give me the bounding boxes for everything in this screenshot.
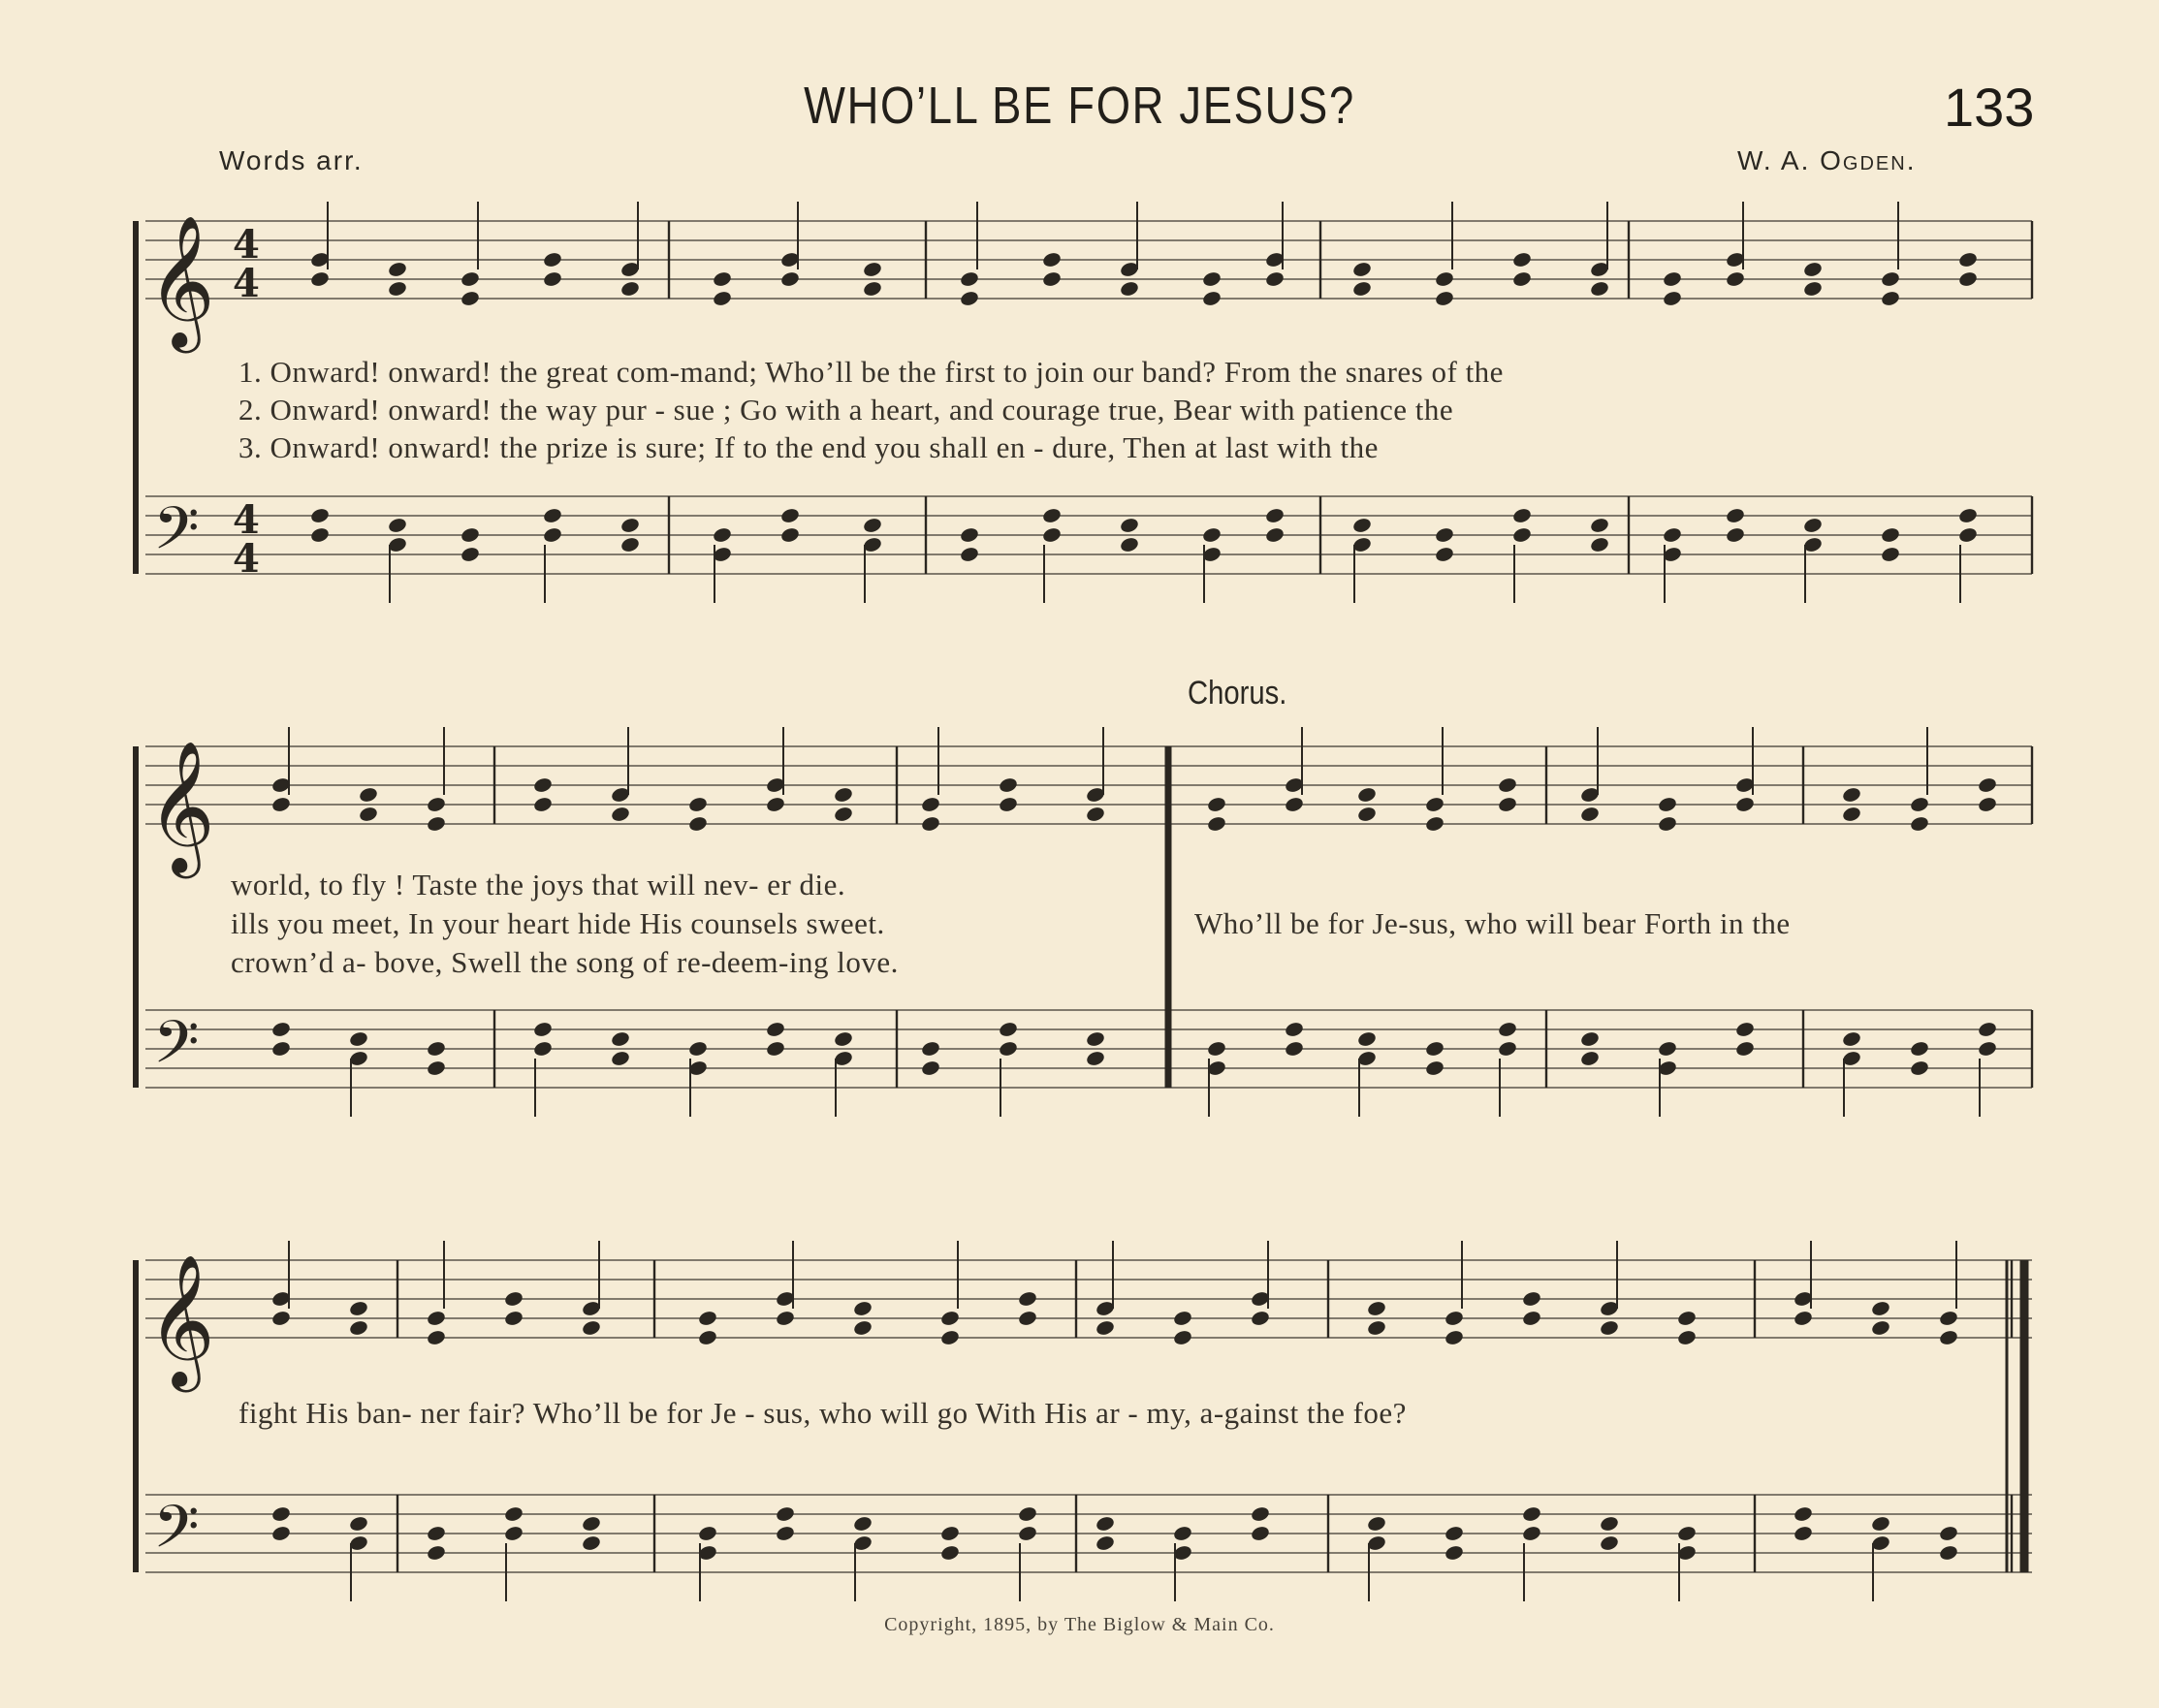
system1-treble-notehead (1957, 251, 1978, 269)
system3-treble-notehead (426, 1329, 446, 1346)
system3-treble-notehead (852, 1300, 873, 1317)
system3-treble-notehead (1870, 1319, 1890, 1337)
system2-treble-notehead (1657, 815, 1677, 833)
system2-treble-notehead (920, 796, 940, 813)
system2-bass-notehead (998, 1040, 1018, 1058)
system2-bass-notehead (426, 1060, 446, 1077)
system2-treble-notehead (532, 796, 553, 813)
system2-bass-notehead (833, 1030, 853, 1048)
system1-treble-notehead (460, 270, 480, 288)
system3-treble-notehead (1017, 1310, 1037, 1327)
system1-bass-notehead (1589, 517, 1609, 534)
system3-bass-notehead (1521, 1525, 1541, 1542)
verse-2-line-1: 2. Onward! onward! the way pur - sue ; Go with a heart, and courage true, Bear with patience the (238, 393, 1454, 427)
system1-bass-notehead (1041, 507, 1062, 524)
chorus-line-2: fight His ban- ner fair? Who’ll be for Je - sus, who will go With His ar - my, a-gainst the foe? (238, 1396, 1407, 1430)
system1-bass-notehead (1351, 517, 1372, 534)
system1-bass-notehead (1725, 526, 1745, 544)
system3-bass-notehead (1938, 1544, 1958, 1562)
system1-treble-notehead (1201, 270, 1222, 288)
system1-treble-notehead (712, 290, 732, 307)
system1-bass-notehead (1957, 526, 1978, 544)
system2-bass-notehead (1579, 1030, 1600, 1048)
system1-bass-notehead (712, 526, 732, 544)
verse-3-line-1: 3. Onward! onward! the prize is sure; If to the end you shall en - dure, Then at last with the (238, 430, 1379, 464)
system3-treble-notehead (503, 1290, 524, 1308)
system2-bass-notehead (1497, 1040, 1517, 1058)
system3-treble-notehead (1095, 1319, 1115, 1337)
system2-treble-notehead (1579, 806, 1600, 823)
system2-bass-notehead (1424, 1040, 1445, 1058)
hymn-title: WHO’LL BE FOR JESUS? (804, 77, 1355, 135)
system1-treble-notehead (460, 290, 480, 307)
system2-treble-notehead (1085, 806, 1105, 823)
system2-bass-notehead (610, 1050, 630, 1067)
system3-treble-notehead (1938, 1310, 1958, 1327)
system3-bass-notehead (1521, 1505, 1541, 1523)
system3-bass-notehead (503, 1505, 524, 1523)
system1-bass-notehead (1119, 536, 1139, 554)
system3-bass-notehead (775, 1525, 795, 1542)
system2-bass-notehead (1284, 1040, 1304, 1058)
system2-treble-notehead (687, 815, 708, 833)
system2-treble-notehead (426, 815, 446, 833)
system1-treble-notehead (1662, 270, 1682, 288)
system3-bass-notehead (1870, 1515, 1890, 1533)
system3-treble-notehead (503, 1310, 524, 1327)
system1-treble-notehead (1802, 280, 1823, 298)
system2-bass-notehead (765, 1021, 785, 1038)
system2-bass-notehead (532, 1021, 553, 1038)
system1-treble-notehead (1802, 261, 1823, 278)
system2-bass-notehead (1085, 1030, 1105, 1048)
system1-treble-notehead (1589, 280, 1609, 298)
system3-treble-notehead (939, 1329, 960, 1346)
system2-bass-notehead (1579, 1050, 1600, 1067)
system1-treble-notehead (542, 270, 562, 288)
system1-bass-notehead (779, 526, 800, 544)
system2-treble-notehead (1424, 815, 1445, 833)
system1-treble-notehead (1880, 290, 1900, 307)
system1-treble-notehead (1434, 290, 1454, 307)
system2-bass-notehead (1356, 1030, 1377, 1048)
system3-bass-notehead (1017, 1505, 1037, 1523)
system2-bass-notehead (1977, 1040, 1997, 1058)
system3-treble-notehead (697, 1329, 717, 1346)
system3-treble-notehead (1676, 1310, 1697, 1327)
system2-treble-notehead (833, 786, 853, 804)
system1-bass-notehead (1434, 546, 1454, 563)
system1-treble-notehead (1041, 251, 1062, 269)
system2-treble-notehead (610, 806, 630, 823)
system2-bass-notehead (920, 1040, 940, 1058)
system2-treble-notehead (920, 815, 940, 833)
system1-bass-notehead (1434, 526, 1454, 544)
system3-bass-notehead (581, 1534, 601, 1552)
system1-treble-notehead (1511, 251, 1532, 269)
system2-treble-notehead (1424, 796, 1445, 813)
system1-treble-time-signature-denominator: 4 (233, 261, 260, 306)
system1-bass-notehead (1264, 507, 1285, 524)
system3-bass-notehead (1250, 1525, 1270, 1542)
system1-bass-notehead (779, 507, 800, 524)
system2-bass-notehead (1909, 1060, 1929, 1077)
verse-1-line-2: world, to fly ! Taste the joys that will nev- er die. (231, 868, 846, 901)
system1-bass-notehead (1880, 526, 1900, 544)
system2-treble-notehead (1734, 796, 1755, 813)
system2-bass-notehead (998, 1021, 1018, 1038)
system3-treble-notehead (1444, 1329, 1464, 1346)
system2-bass-notehead (270, 1021, 291, 1038)
system1-bass-notehead (1880, 546, 1900, 563)
system2-treble-notehead (1657, 796, 1677, 813)
system1-bass-notehead (1589, 536, 1609, 554)
system3-treble-notehead (1172, 1310, 1192, 1327)
system2-bass-notehead (1734, 1040, 1755, 1058)
system2-treble-notehead (998, 796, 1018, 813)
system1-treble-notehead (1119, 280, 1139, 298)
system3-treble-notehead (939, 1310, 960, 1327)
system3-bass-notehead (1366, 1515, 1386, 1533)
system3-bass-notehead (1676, 1525, 1697, 1542)
system3-treble-notehead (1017, 1290, 1037, 1308)
system2-treble-notehead (1841, 786, 1861, 804)
system2-treble-clef: 𝄞 (147, 739, 215, 872)
words-credit: Words arr. (219, 145, 364, 175)
system1-bass-notehead (309, 526, 330, 544)
system2-treble-notehead (426, 796, 446, 813)
system1-treble-notehead (862, 280, 882, 298)
verse-3-line-2: crown’d a- bove, Swell the song of re-deem-ing love. (231, 945, 899, 979)
system3-treble-notehead (1521, 1290, 1541, 1308)
system1-bass-notehead (460, 526, 480, 544)
system3-bass-notehead (1444, 1525, 1464, 1542)
system1-bass-notehead (1041, 526, 1062, 544)
system3-treble-notehead (697, 1310, 717, 1327)
system1-bass-notehead (1264, 526, 1285, 544)
system1-treble-notehead (1880, 270, 1900, 288)
system1-bass-notehead (309, 507, 330, 524)
system3-bass-notehead (1599, 1515, 1619, 1533)
system2-treble-notehead (358, 786, 378, 804)
system1-bass-notehead (959, 546, 979, 563)
system3-treble-notehead (581, 1319, 601, 1337)
system2-bass-notehead (426, 1040, 446, 1058)
system2-bass-notehead (1497, 1021, 1517, 1038)
system1-bass-notehead (1511, 507, 1532, 524)
system3-treble-notehead (1444, 1310, 1464, 1327)
system3-bass-notehead (1250, 1505, 1270, 1523)
system1-treble-notehead (1264, 270, 1285, 288)
system1-treble-notehead (1434, 270, 1454, 288)
system1-bass-notehead (460, 546, 480, 563)
system2-treble-notehead (1977, 776, 1997, 794)
system3-treble-notehead (348, 1319, 368, 1337)
system1-bass-notehead (1119, 517, 1139, 534)
system1-bass-clef: 𝄢 (153, 494, 200, 578)
system3-treble-notehead (852, 1319, 873, 1337)
system1-bass-notehead (1511, 526, 1532, 544)
system1-bass-time-signature-denominator: 4 (233, 536, 260, 582)
system2-bass-clef: 𝄢 (153, 1008, 200, 1091)
system2-bass-notehead (765, 1040, 785, 1058)
system3-bass-notehead (775, 1505, 795, 1523)
page-number: 133 (1944, 77, 2035, 138)
chorus-line-1: Who’ll be for Je-sus, who will bear Forth in the (1194, 906, 1791, 940)
system2-treble-notehead (1909, 815, 1929, 833)
system2-treble-notehead (1206, 815, 1226, 833)
system2-bass-notehead (1734, 1021, 1755, 1038)
system3-treble-notehead (1366, 1300, 1386, 1317)
system3-treble-notehead (1938, 1329, 1958, 1346)
system3-bass-notehead (1444, 1544, 1464, 1562)
system2-treble-notehead (1356, 806, 1377, 823)
system3-bass-notehead (581, 1515, 601, 1533)
system2-bass-notehead (270, 1040, 291, 1058)
system1-treble-notehead (387, 280, 407, 298)
system2-treble-notehead (270, 796, 291, 813)
system3-treble-notehead (426, 1310, 446, 1327)
system3-treble-notehead (1870, 1300, 1890, 1317)
system3-bass-notehead (1793, 1505, 1813, 1523)
system3-treble-notehead (348, 1300, 368, 1317)
system2-bass-notehead (610, 1030, 630, 1048)
system1-treble-notehead (1041, 270, 1062, 288)
system2-bass-notehead (1657, 1040, 1677, 1058)
system1-bass-notehead (1957, 507, 1978, 524)
system1-bass-notehead (387, 517, 407, 534)
system2-treble-notehead (358, 806, 378, 823)
system3-bass-notehead (1938, 1525, 1958, 1542)
system1-treble-notehead (1201, 290, 1222, 307)
system2-bass-notehead (687, 1040, 708, 1058)
system2-treble-notehead (1977, 796, 1997, 813)
system3-treble-notehead (270, 1310, 291, 1327)
system1-bass-notehead (1725, 507, 1745, 524)
system3-bass-notehead (426, 1525, 446, 1542)
system3-bass-notehead (1793, 1525, 1813, 1542)
system1-treble-time-signature-numerator: 4 (233, 222, 260, 268)
system3-bass-notehead (270, 1505, 291, 1523)
system3-bass-notehead (1017, 1525, 1037, 1542)
system3-treble-notehead (1599, 1319, 1619, 1337)
system1-bass-notehead (619, 517, 640, 534)
system3-treble-notehead (1676, 1329, 1697, 1346)
system2-bass-notehead (1424, 1060, 1445, 1077)
system1-treble-notehead (959, 290, 979, 307)
chorus-label: Chorus. (1188, 675, 1287, 712)
system1-treble-notehead (712, 270, 732, 288)
system1-treble-notehead (1511, 270, 1532, 288)
system3-bass-notehead (939, 1544, 960, 1562)
system3-treble-clef: 𝄞 (147, 1252, 215, 1386)
system1-treble-notehead (1351, 261, 1372, 278)
system1-treble-notehead (619, 280, 640, 298)
system2-bass-notehead (1841, 1030, 1861, 1048)
system1-treble-notehead (1725, 270, 1745, 288)
system1-bass-notehead (619, 536, 640, 554)
system2-treble-notehead (1284, 796, 1304, 813)
system3-treble-notehead (1521, 1310, 1541, 1327)
system1-treble-notehead (1662, 290, 1682, 307)
system1-bass-notehead (542, 507, 562, 524)
system2-bass-notehead (1284, 1021, 1304, 1038)
system2-bass-notehead (920, 1060, 940, 1077)
system2-treble-notehead (1356, 786, 1377, 804)
system2-bass-notehead (1977, 1021, 1997, 1038)
system3-bass-notehead (1599, 1534, 1619, 1552)
system2-bass-notehead (1206, 1040, 1226, 1058)
system3-bass-notehead (939, 1525, 960, 1542)
system3-bass-notehead (852, 1515, 873, 1533)
system1-treble-notehead (309, 270, 330, 288)
system1-bass-notehead (959, 526, 979, 544)
system1-bass-notehead (1201, 526, 1222, 544)
system1-treble-notehead (862, 261, 882, 278)
system1-treble-notehead (542, 251, 562, 269)
system2-bass-notehead (1909, 1040, 1929, 1058)
system2-treble-notehead (998, 776, 1018, 794)
system3-bass-notehead (1095, 1515, 1115, 1533)
system1-treble-notehead (959, 270, 979, 288)
system2-treble-notehead (1909, 796, 1929, 813)
system1-treble-notehead (1351, 280, 1372, 298)
system1-treble-notehead (1957, 270, 1978, 288)
system2-treble-notehead (765, 796, 785, 813)
system1-bass-time-signature-numerator: 4 (233, 497, 260, 543)
system2-bass-notehead (532, 1040, 553, 1058)
system1-bass-notehead (862, 517, 882, 534)
system1-bass-notehead (1802, 517, 1823, 534)
system2-treble-notehead (1497, 796, 1517, 813)
verse-1-line-1: 1. Onward! onward! the great com-mand; Who’ll be the first to join our band? From the snares of the (238, 355, 1504, 389)
verse-2-line-2: ills you meet, In your heart hide His counsels sweet. (231, 906, 885, 940)
system3-treble-notehead (775, 1310, 795, 1327)
system2-treble-notehead (687, 796, 708, 813)
system1-bass-notehead (542, 526, 562, 544)
system3-bass-notehead (270, 1525, 291, 1542)
system3-treble-notehead (1793, 1310, 1813, 1327)
system3-treble-notehead (1366, 1319, 1386, 1337)
system1-treble-clef: 𝄞 (147, 213, 215, 347)
system2-treble-notehead (532, 776, 553, 794)
system3-treble-notehead (1250, 1310, 1270, 1327)
system2-bass-notehead (348, 1030, 368, 1048)
system3-bass-notehead (426, 1544, 446, 1562)
copyright-notice: Copyright, 1895, by The Biglow & Main Co. (884, 1614, 1275, 1635)
system3-bass-notehead (348, 1515, 368, 1533)
system2-treble-notehead (1841, 806, 1861, 823)
system3-bass-notehead (1095, 1534, 1115, 1552)
system3-bass-notehead (697, 1525, 717, 1542)
system3-treble-notehead (1172, 1329, 1192, 1346)
system1-treble-notehead (387, 261, 407, 278)
system1-bass-notehead (1662, 526, 1682, 544)
system2-treble-notehead (1497, 776, 1517, 794)
system2-treble-notehead (833, 806, 853, 823)
system2-treble-notehead (1206, 796, 1226, 813)
system3-bass-notehead (503, 1525, 524, 1542)
system3-bass-clef: 𝄢 (153, 1493, 200, 1576)
system1-treble-notehead (779, 270, 800, 288)
system2-bass-notehead (1085, 1050, 1105, 1067)
composer-credit: W. A. Ogden. (1737, 145, 1917, 175)
system3-bass-notehead (1172, 1525, 1192, 1542)
